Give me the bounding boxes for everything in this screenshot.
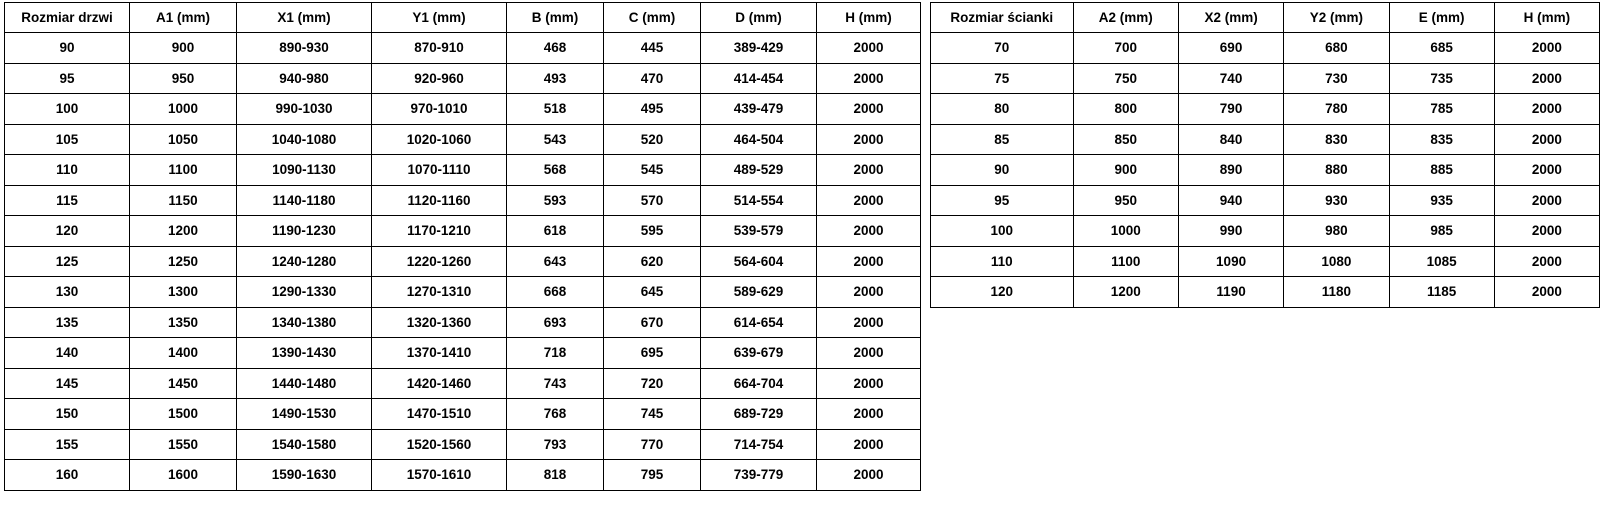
table-cell: 1450 — [130, 368, 237, 399]
row-label-cell: 125 — [5, 246, 130, 277]
table-cell: 1270-1310 — [372, 277, 507, 308]
table-cell: 1340-1380 — [237, 307, 372, 338]
table-cell: 1100 — [130, 155, 237, 186]
table-cell: 1370-1410 — [372, 338, 507, 369]
column-header-5: B (mm) — [507, 3, 604, 33]
table-cell: 595 — [604, 216, 701, 247]
table-row — [5, 399, 921, 430]
table-row — [931, 155, 1600, 186]
table-cell: 1070-1110 — [372, 155, 507, 186]
row-label-cell: 140 — [5, 338, 130, 369]
door-table-body — [5, 33, 921, 491]
table-cell: 830 — [1284, 124, 1389, 155]
table-row — [931, 63, 1600, 94]
table-cell: 890 — [1178, 155, 1283, 186]
table-cell: 1290-1330 — [237, 277, 372, 308]
row-label-cell: 70 — [931, 33, 1074, 64]
table-cell: 950 — [130, 63, 237, 94]
table-row — [5, 155, 921, 186]
table-cell: 664-704 — [701, 368, 817, 399]
table-row — [5, 94, 921, 125]
table-row — [5, 185, 921, 216]
column-header-4: Y2 (mm) — [1284, 3, 1389, 33]
table-cell: 685 — [1389, 33, 1494, 64]
column-header-3: X2 (mm) — [1178, 3, 1283, 33]
table-cell: 589-629 — [701, 277, 817, 308]
table-row — [931, 216, 1600, 247]
table-cell: 614-654 — [701, 307, 817, 338]
table-cell: 2000 — [817, 368, 921, 399]
row-label-cell: 90 — [931, 155, 1074, 186]
table-cell: 2000 — [1494, 155, 1599, 186]
table-cell: 389-429 — [701, 33, 817, 64]
table-cell: 1150 — [130, 185, 237, 216]
row-label-cell: 110 — [5, 155, 130, 186]
table-cell: 668 — [507, 277, 604, 308]
table-cell: 880 — [1284, 155, 1389, 186]
table-cell: 940 — [1178, 185, 1283, 216]
table-cell: 940-980 — [237, 63, 372, 94]
table-cell: 935 — [1389, 185, 1494, 216]
table-row — [5, 338, 921, 369]
table-cell: 1100 — [1073, 246, 1178, 277]
table-cell: 2000 — [817, 429, 921, 460]
table-cell: 990-1030 — [237, 94, 372, 125]
table-cell: 414-454 — [701, 63, 817, 94]
row-label-cell: 110 — [931, 246, 1074, 277]
table-cell: 514-554 — [701, 185, 817, 216]
table-cell: 850 — [1073, 124, 1178, 155]
table-cell: 718 — [507, 338, 604, 369]
table-cell: 545 — [604, 155, 701, 186]
table-cell: 885 — [1389, 155, 1494, 186]
table-cell: 570 — [604, 185, 701, 216]
table-cell: 689-729 — [701, 399, 817, 430]
table-cell: 1470-1510 — [372, 399, 507, 430]
table-cell: 645 — [604, 277, 701, 308]
table-cell: 2000 — [817, 307, 921, 338]
table-cell: 1050 — [130, 124, 237, 155]
wall-size-table — [930, 2, 1600, 308]
table-cell: 1180 — [1284, 277, 1389, 308]
table-cell: 730 — [1284, 63, 1389, 94]
table-row — [5, 124, 921, 155]
row-label-cell: 120 — [5, 216, 130, 247]
row-label-cell: 135 — [5, 307, 130, 338]
table-cell: 2000 — [817, 185, 921, 216]
table-cell: 950 — [1073, 185, 1178, 216]
row-label-cell: 75 — [931, 63, 1074, 94]
table-cell: 1085 — [1389, 246, 1494, 277]
table-cell: 464-504 — [701, 124, 817, 155]
table-row — [5, 368, 921, 399]
column-header-4: Y1 (mm) — [372, 3, 507, 33]
row-label-cell: 95 — [5, 63, 130, 94]
column-header-2: A2 (mm) — [1073, 3, 1178, 33]
table-cell: 1140-1180 — [237, 185, 372, 216]
row-label-cell: 100 — [931, 216, 1074, 247]
table-cell: 735 — [1389, 63, 1494, 94]
table-cell: 1090-1130 — [237, 155, 372, 186]
column-header-6: C (mm) — [604, 3, 701, 33]
table-row — [5, 63, 921, 94]
table-cell: 593 — [507, 185, 604, 216]
table-row — [5, 277, 921, 308]
table-cell: 445 — [604, 33, 701, 64]
table-cell: 743 — [507, 368, 604, 399]
table-cell: 1540-1580 — [237, 429, 372, 460]
table-cell: 970-1010 — [372, 94, 507, 125]
table-cell: 2000 — [817, 216, 921, 247]
column-header-8: H (mm) — [817, 3, 921, 33]
row-label-cell: 105 — [5, 124, 130, 155]
table-cell: 739-779 — [701, 460, 817, 491]
table-cell: 1390-1430 — [237, 338, 372, 369]
table-cell: 2000 — [817, 277, 921, 308]
table-cell: 1520-1560 — [372, 429, 507, 460]
table-cell: 518 — [507, 94, 604, 125]
table-cell: 539-579 — [701, 216, 817, 247]
table-cell: 639-679 — [701, 338, 817, 369]
column-header-1: Rozmiar drzwi — [5, 3, 130, 33]
table-row — [931, 277, 1600, 308]
table-cell: 543 — [507, 124, 604, 155]
table-row — [5, 429, 921, 460]
table-cell: 2000 — [817, 246, 921, 277]
table-cell: 1200 — [130, 216, 237, 247]
table-cell: 785 — [1389, 94, 1494, 125]
door-size-table — [4, 2, 921, 491]
table-cell: 489-529 — [701, 155, 817, 186]
table-cell: 620 — [604, 246, 701, 277]
table-cell: 1320-1360 — [372, 307, 507, 338]
table-cell: 870-910 — [372, 33, 507, 64]
row-label-cell: 100 — [5, 94, 130, 125]
table-cell: 768 — [507, 399, 604, 430]
table-cell: 700 — [1073, 33, 1178, 64]
table-cell: 1190 — [1178, 277, 1283, 308]
row-label-cell: 120 — [931, 277, 1074, 308]
row-label-cell: 95 — [931, 185, 1074, 216]
table-cell: 795 — [604, 460, 701, 491]
table-cell: 1600 — [130, 460, 237, 491]
table-cell: 980 — [1284, 216, 1389, 247]
table-cell: 1020-1060 — [372, 124, 507, 155]
table-cell: 1170-1210 — [372, 216, 507, 247]
table-cell: 2000 — [817, 155, 921, 186]
table-cell: 1500 — [130, 399, 237, 430]
column-header-6: H (mm) — [1494, 3, 1599, 33]
table-cell: 1300 — [130, 277, 237, 308]
table-cell: 714-754 — [701, 429, 817, 460]
table-cell: 1240-1280 — [237, 246, 372, 277]
table-cell: 2000 — [817, 33, 921, 64]
table-cell: 564-604 — [701, 246, 817, 277]
table-cell: 1185 — [1389, 277, 1494, 308]
table-cell: 1040-1080 — [237, 124, 372, 155]
table-cell: 695 — [604, 338, 701, 369]
table-cell: 680 — [1284, 33, 1389, 64]
table-cell: 900 — [130, 33, 237, 64]
table-cell: 690 — [1178, 33, 1283, 64]
table-cell: 985 — [1389, 216, 1494, 247]
table-cell: 1490-1530 — [237, 399, 372, 430]
table-cell: 2000 — [1494, 277, 1599, 308]
table-cell: 1250 — [130, 246, 237, 277]
wall-table-header — [931, 3, 1600, 33]
row-label-cell: 145 — [5, 368, 130, 399]
table-cell: 745 — [604, 399, 701, 430]
row-label-cell: 115 — [5, 185, 130, 216]
table-cell: 1190-1230 — [237, 216, 372, 247]
table-row — [931, 185, 1600, 216]
table-cell: 1590-1630 — [237, 460, 372, 491]
table-header-row — [5, 3, 921, 33]
table-row — [931, 246, 1600, 277]
table-cell: 2000 — [817, 399, 921, 430]
table-cell: 1000 — [130, 94, 237, 125]
table-cell: 1400 — [130, 338, 237, 369]
table-cell: 670 — [604, 307, 701, 338]
table-header-row — [931, 3, 1600, 33]
table-cell: 643 — [507, 246, 604, 277]
wall-table-body — [931, 33, 1600, 308]
table-row — [931, 33, 1600, 64]
table-cell: 835 — [1389, 124, 1494, 155]
row-label-cell: 130 — [5, 277, 130, 308]
table-cell: 920-960 — [372, 63, 507, 94]
table-cell: 2000 — [1494, 246, 1599, 277]
column-header-3: X1 (mm) — [237, 3, 372, 33]
table-cell: 770 — [604, 429, 701, 460]
table-cell: 800 — [1073, 94, 1178, 125]
table-cell: 2000 — [1494, 63, 1599, 94]
wall-size-table-container — [930, 2, 1600, 308]
table-cell: 2000 — [1494, 33, 1599, 64]
table-cell: 790 — [1178, 94, 1283, 125]
row-label-cell: 160 — [5, 460, 130, 491]
table-cell: 720 — [604, 368, 701, 399]
table-cell: 2000 — [817, 63, 921, 94]
row-label-cell: 85 — [931, 124, 1074, 155]
table-cell: 930 — [1284, 185, 1389, 216]
table-cell: 900 — [1073, 155, 1178, 186]
row-label-cell: 90 — [5, 33, 130, 64]
table-cell: 1440-1480 — [237, 368, 372, 399]
table-cell: 793 — [507, 429, 604, 460]
table-cell: 693 — [507, 307, 604, 338]
door-size-table-container — [4, 2, 921, 491]
table-cell: 1420-1460 — [372, 368, 507, 399]
table-cell: 780 — [1284, 94, 1389, 125]
table-cell: 990 — [1178, 216, 1283, 247]
table-cell: 2000 — [1494, 94, 1599, 125]
table-row — [931, 124, 1600, 155]
table-cell: 439-479 — [701, 94, 817, 125]
table-cell: 1080 — [1284, 246, 1389, 277]
table-row — [5, 33, 921, 64]
table-row — [5, 307, 921, 338]
table-cell: 740 — [1178, 63, 1283, 94]
row-label-cell: 80 — [931, 94, 1074, 125]
table-cell: 818 — [507, 460, 604, 491]
table-cell: 1000 — [1073, 216, 1178, 247]
row-label-cell: 155 — [5, 429, 130, 460]
table-cell: 2000 — [817, 338, 921, 369]
table-cell: 2000 — [1494, 124, 1599, 155]
column-header-7: D (mm) — [701, 3, 817, 33]
table-cell: 520 — [604, 124, 701, 155]
table-row — [5, 460, 921, 491]
table-cell: 1220-1260 — [372, 246, 507, 277]
table-cell: 1550 — [130, 429, 237, 460]
table-cell: 1120-1160 — [372, 185, 507, 216]
column-header-1: Rozmiar ścianki — [931, 3, 1074, 33]
table-cell: 470 — [604, 63, 701, 94]
table-cell: 2000 — [817, 94, 921, 125]
table-cell: 2000 — [1494, 216, 1599, 247]
column-header-5: E (mm) — [1389, 3, 1494, 33]
table-row — [931, 94, 1600, 125]
table-cell: 568 — [507, 155, 604, 186]
table-cell: 468 — [507, 33, 604, 64]
table-cell: 840 — [1178, 124, 1283, 155]
table-row — [5, 216, 921, 247]
table-row — [5, 246, 921, 277]
table-cell: 493 — [507, 63, 604, 94]
table-cell: 1200 — [1073, 277, 1178, 308]
table-cell: 1350 — [130, 307, 237, 338]
row-label-cell: 150 — [5, 399, 130, 430]
table-cell: 1570-1610 — [372, 460, 507, 491]
table-cell: 618 — [507, 216, 604, 247]
table-cell: 2000 — [1494, 185, 1599, 216]
table-cell: 2000 — [817, 460, 921, 491]
table-cell: 495 — [604, 94, 701, 125]
table-cell: 890-930 — [237, 33, 372, 64]
table-cell: 750 — [1073, 63, 1178, 94]
column-header-2: A1 (mm) — [130, 3, 237, 33]
door-table-header — [5, 3, 921, 33]
table-cell: 2000 — [817, 124, 921, 155]
table-cell: 1090 — [1178, 246, 1283, 277]
